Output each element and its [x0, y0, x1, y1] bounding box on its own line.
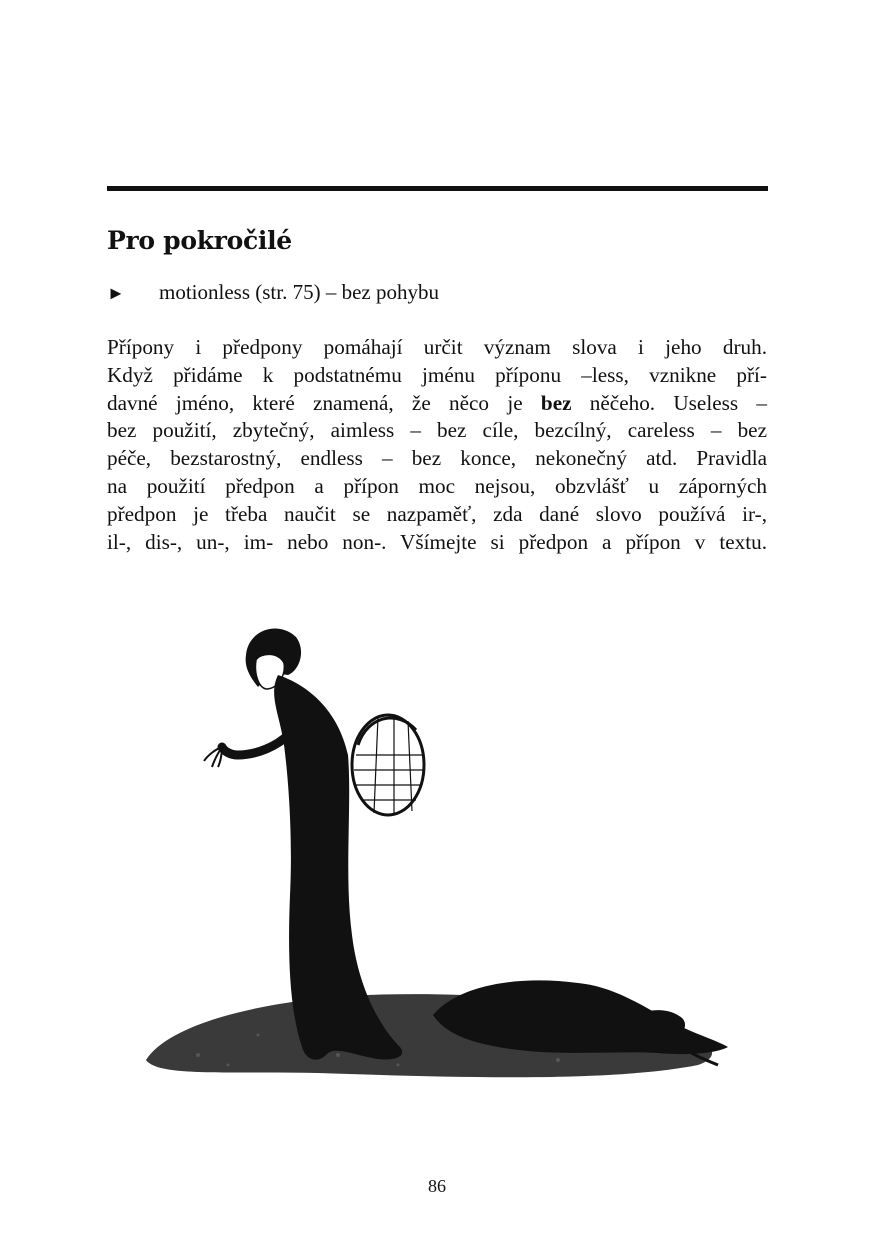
bullet-arrow-icon: ► — [107, 283, 125, 303]
top-rule — [107, 186, 768, 191]
paragraph-line: il-, dis-, un-, im- nebo non-. Všímejte si předpon a přípon v textu. — [107, 529, 767, 554]
emphasis-bez: bez — [540, 390, 572, 415]
section-heading: Pro pokročilé — [107, 226, 292, 255]
paragraph-line: Když přidáme k podstatnému jménu příponu –less, vznikne pří- — [107, 362, 767, 387]
woman-with-basket-and-lying-figure-illustration — [138, 615, 738, 1105]
page-number: 86 — [428, 1176, 446, 1196]
paragraph-line: péče, bezstarostný, endless – bez konce, nekonečný atd. Pravidla — [107, 446, 767, 471]
paragraph-line: davné jméno, které znamená, že něco je bez něčeho. Useless – — [107, 390, 767, 415]
paragraph-line: předpon je třeba naučit se nazpaměť, zda dané slovo používá ir-, — [107, 501, 767, 526]
paragraph-line: bez použití, zbytečný, aimless – bez cíle, bezcílný, careless – bez — [107, 418, 767, 443]
paragraph-line: na použití předpon a přípon moc nejsou, obzvlášť u záporných — [107, 473, 767, 498]
bullet-item — [107, 280, 439, 306]
bullet-text: motionless (str. 75) – bez pohybu — [159, 280, 439, 304]
paragraph-line: Přípony i předpony pomáhají určit význam slova i jeho druh. — [107, 335, 767, 359]
body-paragraph — [107, 334, 767, 556]
